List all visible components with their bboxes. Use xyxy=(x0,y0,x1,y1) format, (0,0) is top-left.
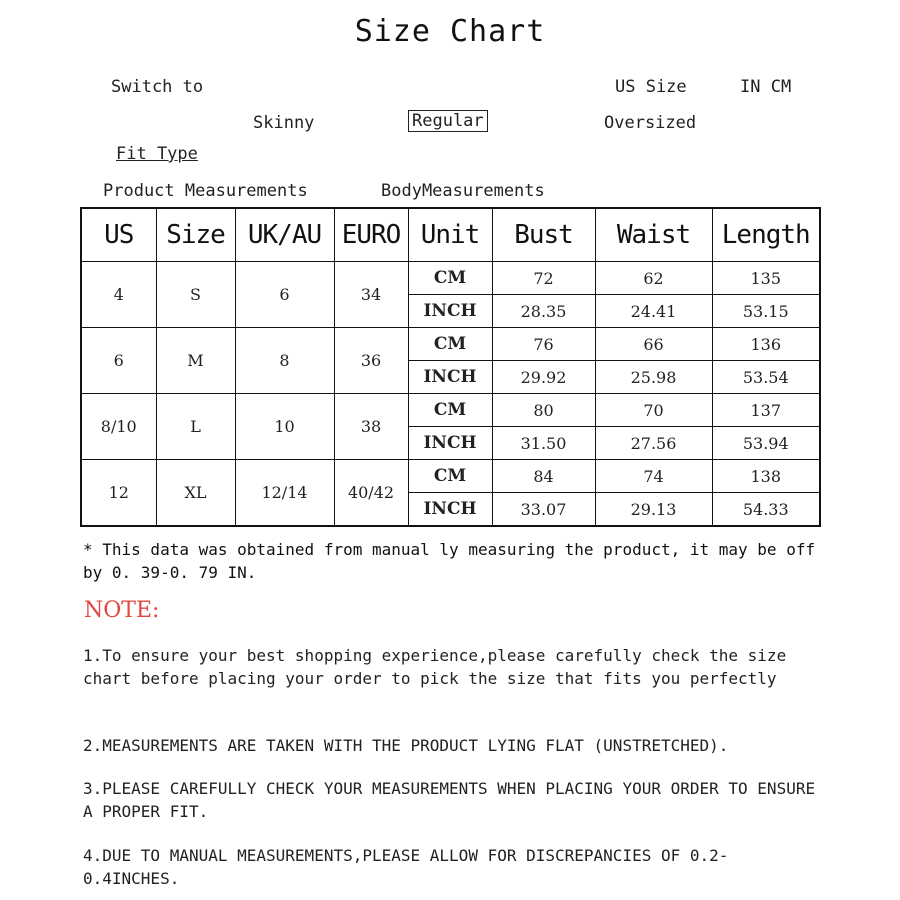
body-measurements-tab[interactable]: BodyMeasurements xyxy=(381,181,545,201)
page-title: Size Chart xyxy=(354,14,546,49)
note-title: NOTE: xyxy=(84,598,160,623)
cell-uk-au: 12/14 xyxy=(235,460,334,527)
cell-length: 137 xyxy=(712,394,820,427)
note-item-1: 1.To ensure your best shopping experience,please carefully check the size chart before placing your order to pick the size that fits you perfectly xyxy=(83,646,787,688)
cell-waist: 25.98 xyxy=(595,361,712,394)
cell-us: 6 xyxy=(81,328,156,394)
cell-length: 53.54 xyxy=(712,361,820,394)
note-item-4: 4.DUE TO MANUAL MEASUREMENTS,PLEASE ALLOW FOR DISCREPANCIES OF 0.2-0.4INCHES. xyxy=(83,846,729,888)
cell-unit-inch: INCH xyxy=(408,427,492,460)
table-row xyxy=(81,394,820,427)
cell-length: 136 xyxy=(712,328,820,361)
cell-length: 54.33 xyxy=(712,493,820,527)
size-chart-table xyxy=(80,207,821,527)
cell-unit-cm: CM xyxy=(408,262,492,295)
col-header-uk-au: UK/AU xyxy=(235,208,334,262)
col-header-length: Length xyxy=(712,208,820,262)
cell-waist: 74 xyxy=(595,460,712,493)
col-header-euro: EURO xyxy=(334,208,408,262)
switch-to-label: Switch to xyxy=(111,77,204,97)
fit-regular-option[interactable]: Regular xyxy=(408,110,488,132)
cell-bust: 33.07 xyxy=(492,493,595,527)
cell-waist: 24.41 xyxy=(595,295,712,328)
fit-type-link[interactable]: Fit Type xyxy=(116,144,198,164)
cell-size: L xyxy=(156,394,235,460)
cell-size: S xyxy=(156,262,235,328)
table-row xyxy=(81,328,820,361)
cell-waist: 66 xyxy=(595,328,712,361)
col-header-bust: Bust xyxy=(492,208,595,262)
cell-bust: 76 xyxy=(492,328,595,361)
table-row xyxy=(81,262,820,295)
col-header-size: Size xyxy=(156,208,235,262)
cell-length: 53.15 xyxy=(712,295,820,328)
cell-bust: 31.50 xyxy=(492,427,595,460)
cell-us: 12 xyxy=(81,460,156,527)
cell-uk-au: 6 xyxy=(235,262,334,328)
cell-unit-cm: CM xyxy=(408,394,492,427)
cell-waist: 70 xyxy=(595,394,712,427)
cell-unit-inch: INCH xyxy=(408,361,492,394)
cell-waist: 62 xyxy=(595,262,712,295)
cell-bust: 28.35 xyxy=(492,295,595,328)
us-size-toggle[interactable]: US Size xyxy=(615,77,687,97)
cell-length: 53.94 xyxy=(712,427,820,460)
cell-euro: 38 xyxy=(334,394,408,460)
col-header-unit: Unit xyxy=(408,208,492,262)
cell-bust: 72 xyxy=(492,262,595,295)
product-measurements-tab[interactable]: Product Measurements xyxy=(103,181,308,201)
cell-bust: 80 xyxy=(492,394,595,427)
cell-waist: 29.13 xyxy=(595,493,712,527)
cell-length: 138 xyxy=(712,460,820,493)
col-header-us: US xyxy=(81,208,156,262)
cell-size: XL xyxy=(156,460,235,527)
cell-uk-au: 10 xyxy=(235,394,334,460)
fit-skinny-option[interactable]: Skinny xyxy=(253,113,315,133)
fit-oversized-option[interactable]: Oversized xyxy=(604,113,697,133)
cell-size: M xyxy=(156,328,235,394)
note-item-3: 3.PLEASE CAREFULLY CHECK YOUR MEASUREMENTS WHEN PLACING YOUR ORDER TO ENSURE A PROPER FIT. xyxy=(83,779,816,821)
measurement-disclaimer: * This data was obtained from manual ly measuring the product, it may be off by 0. 39-0. 79 IN. xyxy=(83,540,816,582)
cell-unit-inch: INCH xyxy=(408,493,492,527)
in-cm-toggle[interactable]: IN CM xyxy=(740,77,792,97)
cell-us: 4 xyxy=(81,262,156,328)
cell-uk-au: 8 xyxy=(235,328,334,394)
table-row xyxy=(81,460,820,493)
cell-length: 135 xyxy=(712,262,820,295)
table-header-row xyxy=(81,208,820,262)
cell-unit-cm: CM xyxy=(408,328,492,361)
cell-euro: 34 xyxy=(334,262,408,328)
cell-unit-inch: INCH xyxy=(408,295,492,328)
cell-euro: 36 xyxy=(334,328,408,394)
cell-unit-cm: CM xyxy=(408,460,492,493)
cell-us: 8/10 xyxy=(81,394,156,460)
cell-bust: 29.92 xyxy=(492,361,595,394)
note-item-2: 2.MEASUREMENTS ARE TAKEN WITH THE PRODUCT LYING FLAT (UNSTRETCHED). xyxy=(83,736,729,755)
col-header-waist: Waist xyxy=(595,208,712,262)
cell-bust: 84 xyxy=(492,460,595,493)
cell-euro: 40/42 xyxy=(334,460,408,527)
cell-waist: 27.56 xyxy=(595,427,712,460)
